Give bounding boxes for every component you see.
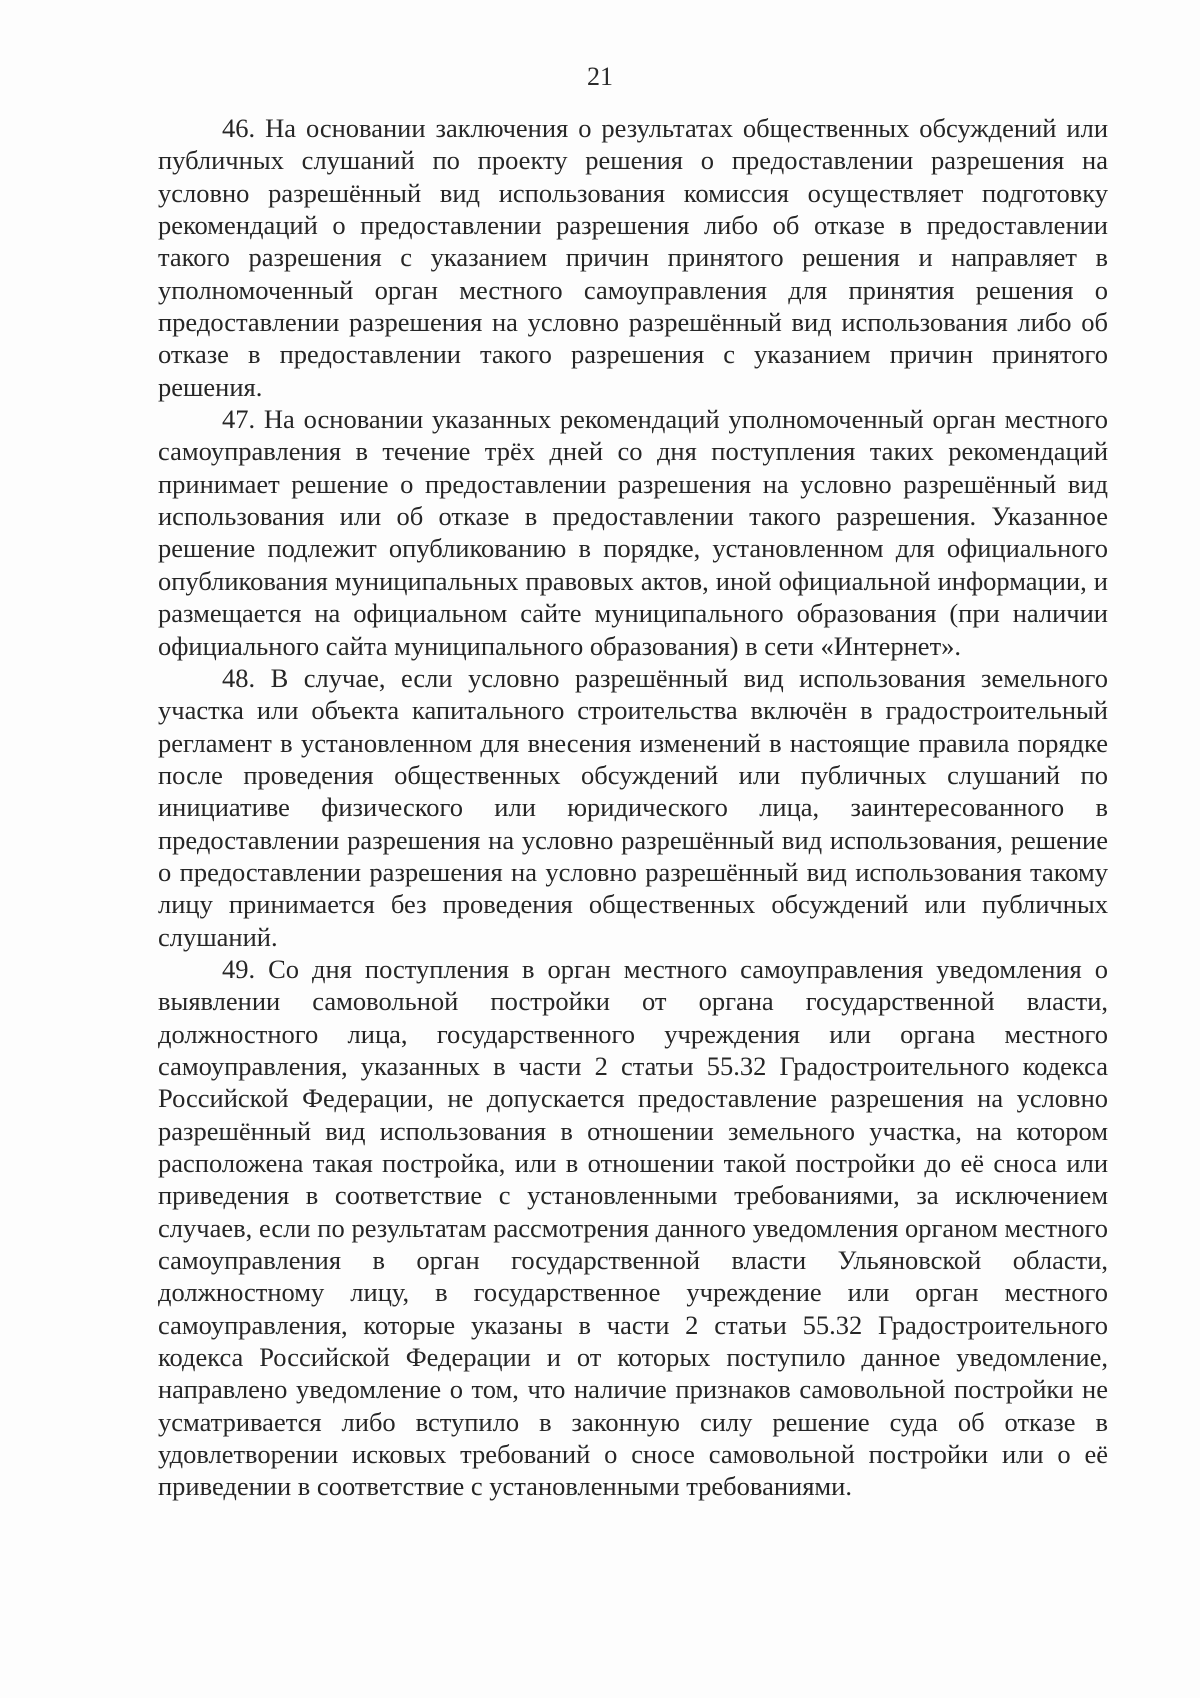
- paragraph-49: 49. Со дня поступления в орган местного самоуправления уведомления о выявлении самовольной постройки от органа государственной власти, должностного лица, государственного учреждения или органа местного самоуправления, указанных в части 2 статьи 55.32 Градостроительного кодекса Российской Федерации, не допускается предоставление разрешения на условно разрешённый вид использования в отношении земельного участка, на котором расположена такая постройка, или в отношении такой постройки до её сноса или приведения в соответствие с установленными требованиями, за исключением случаев, если по результатам рассмотрения данного уведомления органом местного самоуправления в орган государственной власти Ульяновской области, должностному лицу, в государственное учреждение или орган местного самоуправления, которые указаны в части 2 статьи 55.32 Градостроительного кодекса Российской Федерации и от которых поступило данное уведомление, направлено уведомление о том, что наличие признаков самовольной постройки не усматривается либо вступило в законную силу решение суда об отказе в удовлетворении исковых требований о сносе самовольной постройки или о её приведении в соответствие с установленными требованиями.: [158, 953, 1108, 1502]
- document-body: [158, 112, 1108, 1503]
- paragraph-48: 48. В случае, если условно разрешённый вид использования земельного участка или объекта капитального строительства включён в градостроительный регламент в установленном для внесения изменений в настоящие правила порядке после проведения общественных обсуждений или публичных слушаний по инициативе физического или юридического лица, заинтересованного в предоставлении разрешения на условно разрешённый вид использования, решение о предоставлении разрешения на условно разрешённый вид использования такому лицу принимается без проведения общественных обсуждений или публичных слушаний.: [158, 662, 1108, 952]
- paragraph-46: 46. На основании заключения о результатах общественных обсуждений или публичных слушаний по проекту решения о предоставлении разрешения на условно разрешённый вид использования комиссия осуществляет подготовку рекомендаций о предоставлении разрешения либо об отказе в предоставлении такого разрешения с указанием причин принятого решения и направляет в уполномоченный орган местного самоуправления для принятия решения о предоставлении разрешения на условно разрешённый вид использования либо об отказе в предоставлении такого разрешения с указанием причин принятого решения.: [158, 113, 1108, 402]
- paragraph-47: 47. На основании указанных рекомендаций уполномоченный орган местного самоуправления в течение трёх дней со дня поступления таких рекомендаций принимает решение о предоставлении разрешения на условно разрешённый вид использования или об отказе в предоставлении такого разрешения. Указанное решение подлежит опубликованию в порядке, установленном для официального опубликования муниципальных правовых актов, иной официальной информации, и размещается на официальном сайте муниципального образования (при наличии официального сайта муниципального образования) в сети «Интернет».: [158, 404, 1108, 661]
- page-number: 21: [587, 62, 613, 91]
